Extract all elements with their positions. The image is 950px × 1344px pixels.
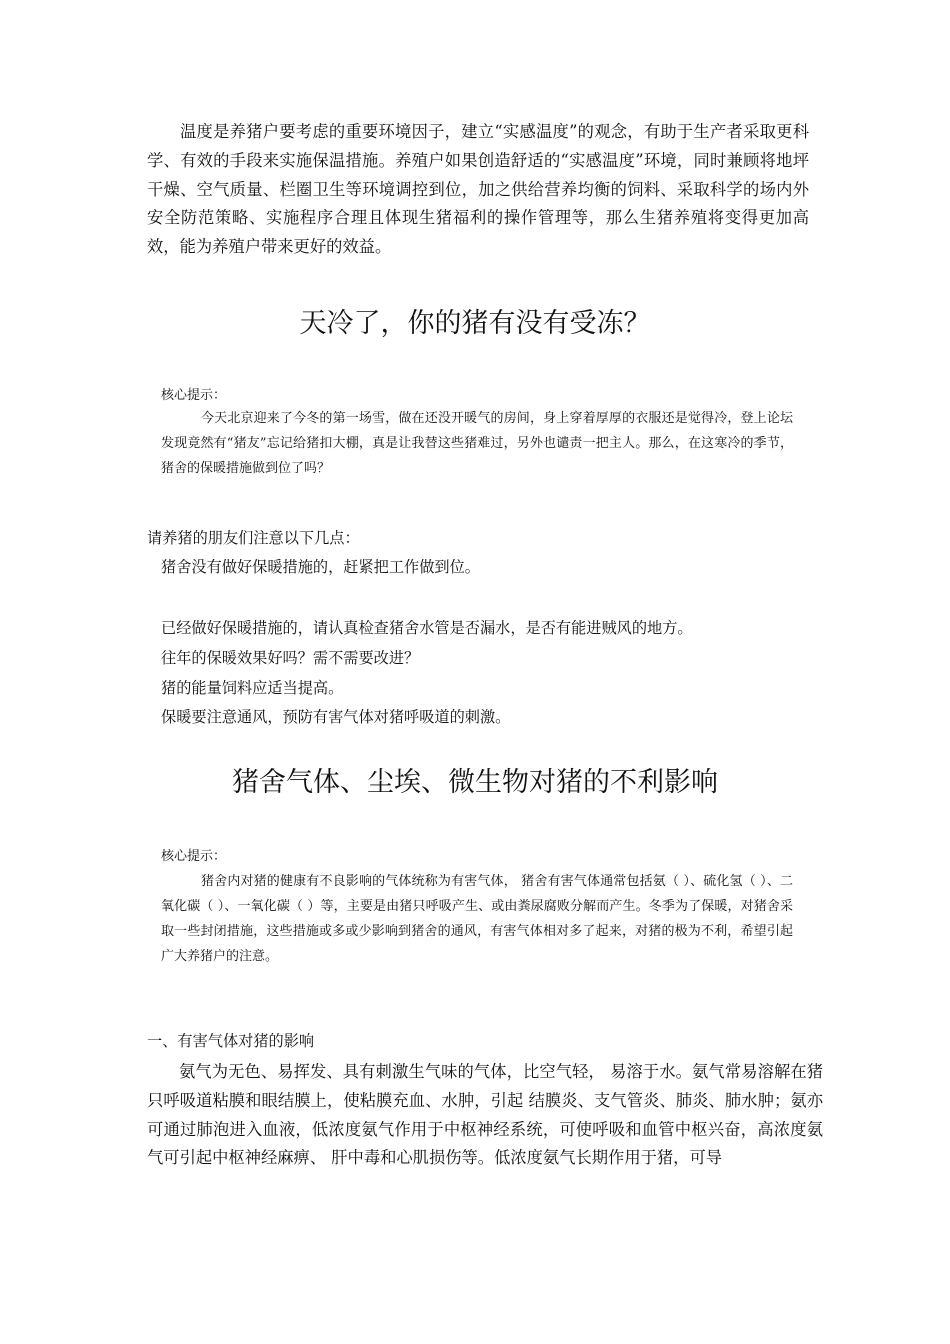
intro-paragraph: 温度是养猪户要考虑的重要环境因子，建立“实感温度”的观念，有助于生产者采取更科学、有效的手段来实施保温措施。养殖户如果创造舒适的“实感温度”环境，同时兼顾将地坪干燥、空气质量、栏圈卫生等环境调控到位，加之供给营养均衡的饲料、采取科学的场内外安全防范策略、实施程序合理且体现生猪福利的操作管理等，那么生猪养殖将变得更加高效，能为养殖户带来更好的效益。 <box>147 122 809 257</box>
article1-point-1: 猪舍没有做好保暖措施的，赶紧把工作做到位。 <box>161 558 480 576</box>
section-paragraph: 氨气为无色、易挥发、具有刺激生气味的气体，比空气轻， 易溶于水。氨气常易溶解在猪只呼吸道粘膜和眼结膜上，使粘膜充血、水肿，引起 结膜炎、支气管炎、肺炎、肺水肿；氨亦可通过肺泡进入血液，低浓度氨气作用于中枢神经系统，可使呼吸和血管中枢兴奋，高浓度氨气可引起中枢神经麻痹、 肝中毒和心肌损伤等。低浓度氨气长期作用于猪，可导 <box>147 1062 823 1168</box>
article1-point-2: 已经做好保暖措施的，请认真检查猪舍水管是否漏水，是否有能进贼风的地方。 <box>161 619 693 637</box>
article2-core-text: 猪舍内对猪的健康有不良影响的气体统称为有害气体， 猪舍有害气体通常包括氨（ ）、硫化氢（ ）、二氧化碳（ ）、一氧化碳（ ）等，主要是由猪只呼吸产生、或由粪尿腐败分解而产生。冬季为了保暖，对猪舍采取一些封闭措施，这些措施或多或少影响到猪舍的通风，有害气体相对多了起来，对猪的极为不利，希望引起广大养猪户的注意。 <box>161 874 793 964</box>
article1-point-3: 往年的保暖效果好吗？需不需要改进？ <box>161 649 420 667</box>
article1-notice: 请养猪的朋友们注意以下几点： <box>147 529 360 547</box>
article1-point-4: 猪的能量饲料应适当提高。 <box>161 679 344 697</box>
section-heading: 一、有害气体对猪的影响 <box>147 1032 315 1050</box>
article1-point-5: 保暖要注意通风，预防有害气体对猪呼吸道的刺激。 <box>161 708 511 726</box>
article2-title: 猪舍气体、尘埃、微生物对猪的不利影响 <box>232 767 718 798</box>
article1-core-label: 核心提示： <box>161 388 227 403</box>
article2-core-label: 核心提示： <box>161 849 227 864</box>
article1-title: 天冷了，你的猪有没有受冻？ <box>299 308 651 339</box>
article1-core-text: 今天北京迎来了今冬的第一场雪，做在还没开暖气的房间，身上穿着厚厚的衣服还是觉得冷，登上论坛发现竟然有“猪友”忘记给猪扣大棚，真是让我替这些猪难过，另外也谴责一把主人。那么，在这寒冷的季节，猪舍的保暖措施做到位了吗？ <box>161 411 793 476</box>
